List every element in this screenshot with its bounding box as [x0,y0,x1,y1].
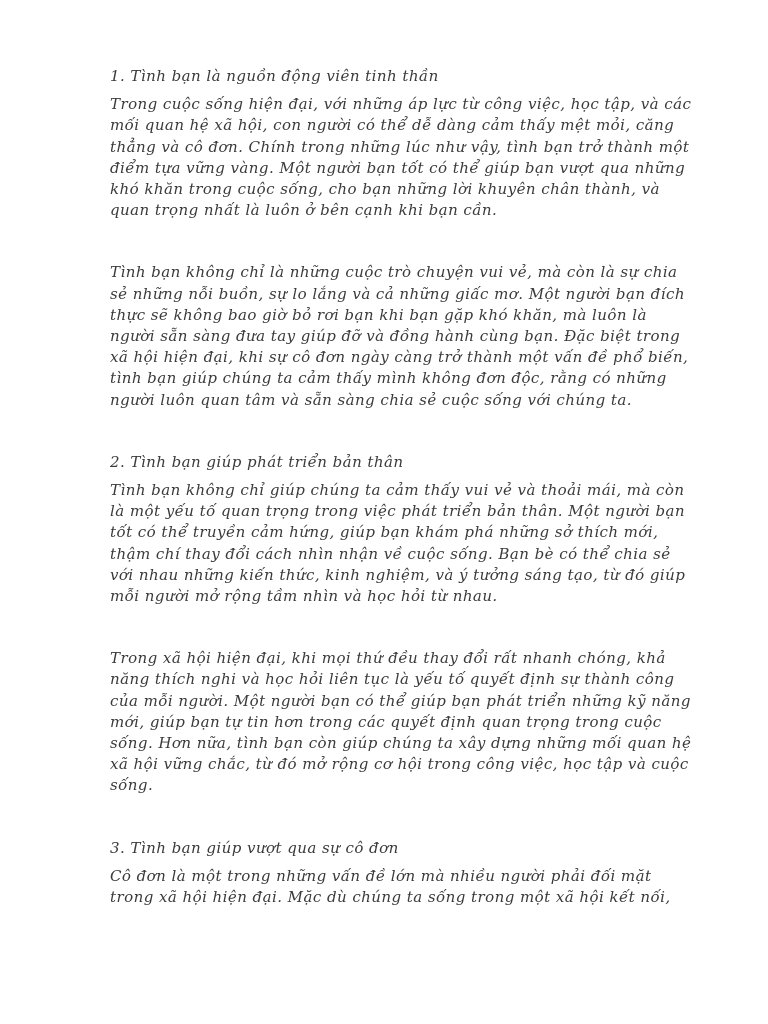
section-1-heading: 1. Tình bạn là nguồn động viên tinh thần [110,67,439,85]
section-1-paragraph-2: Tình bạn không chỉ là những cuộc trò chuyện vui vẻ, mà còn là sự chia sẻ những nỗi buồn, sự lo lắng và cả những giấc mơ. Một người bạn đích thực sẽ không bao giờ bỏ rơi bạn khi bạn gặp khó khăn, mà luôn là người sẵn sàng đưa tay giúp đỡ và đồng hành cùng bạn. Đặc biệt trong xã hội hiện đại, khi sự cô đơn ngày càng trở thành một vấn đề phổ biến, tình bạn giúp chúng ta cảm thấy mình không đơn độc, rằng có những người luôn quan tâm và sẵn sàng chia sẻ cuộc sống với chúng ta. [110,263,689,409]
section-3-paragraph-1: Cô đơn là một trong những vấn đề lớn mà nhiều người phải đối mặt trong xã hội hiện đại. Mặc dù chúng ta sống trong một xã hội kết nối, [110,866,671,907]
section-2-paragraph-1: Tình bạn không chỉ giúp chúng ta cảm thấy vui vẻ và thoải mái, mà còn là một yếu tố quan trọng trong việc phát triển bản thân. Một người bạn tốt có thể truyền cảm hứng, giúp bạn khám phá những sở thích mới, thậm chí thay đổi cách nhìn nhận về cuộc sống. Bạn bè có thể chia sẻ với nhau những kiến thức, kinh nghiệm, và ý tưởng sáng tạo, từ đó giúp mỗi người mở rộng tầm nhìn và học hỏi từ nhau. [110,481,686,606]
section-2-paragraph-2: Trong xã hội hiện đại, khi mọi thứ đều thay đổi rất nhanh chóng, khả năng thích nghi và học hỏi liên tục là yếu tố quyết định sự thành công của mỗi người. Một người bạn có thể giúp bạn phát triển những kỹ năng mới, giúp bạn tự tin hơn trong các quyết định quan trọng trong cuộc sống. Hơn nữa, tình bạn còn giúp chúng ta xây dựng những mối quan hệ xã hội vững chắc, từ đó mở rộng cơ hội trong công việc, học tập và cuộc sống. [110,649,692,795]
section-1-paragraph-1: Trong cuộc sống hiện đại, với những áp lực từ công việc, học tập, và các mối quan hệ xã hội, con người có thể dễ dàng cảm thấy mệt mỏi, căng thẳng và cô đơn. Chính trong những lúc như vậy, tình bạn trở thành một điểm tựa vững vàng. Một người bạn tốt có thể giúp bạn vượt qua những khó khăn trong cuộc sống, cho bạn những lời khuyên chân thành, và quan trọng nhất là luôn ở bên cạnh khi bạn cần. [110,95,692,220]
section-2-heading: 2. Tình bạn giúp phát triển bản thân [110,452,404,471]
section-3-heading: 3. Tình bạn giúp vượt qua sự cô đơn [110,838,399,857]
document-body [110,66,692,908]
